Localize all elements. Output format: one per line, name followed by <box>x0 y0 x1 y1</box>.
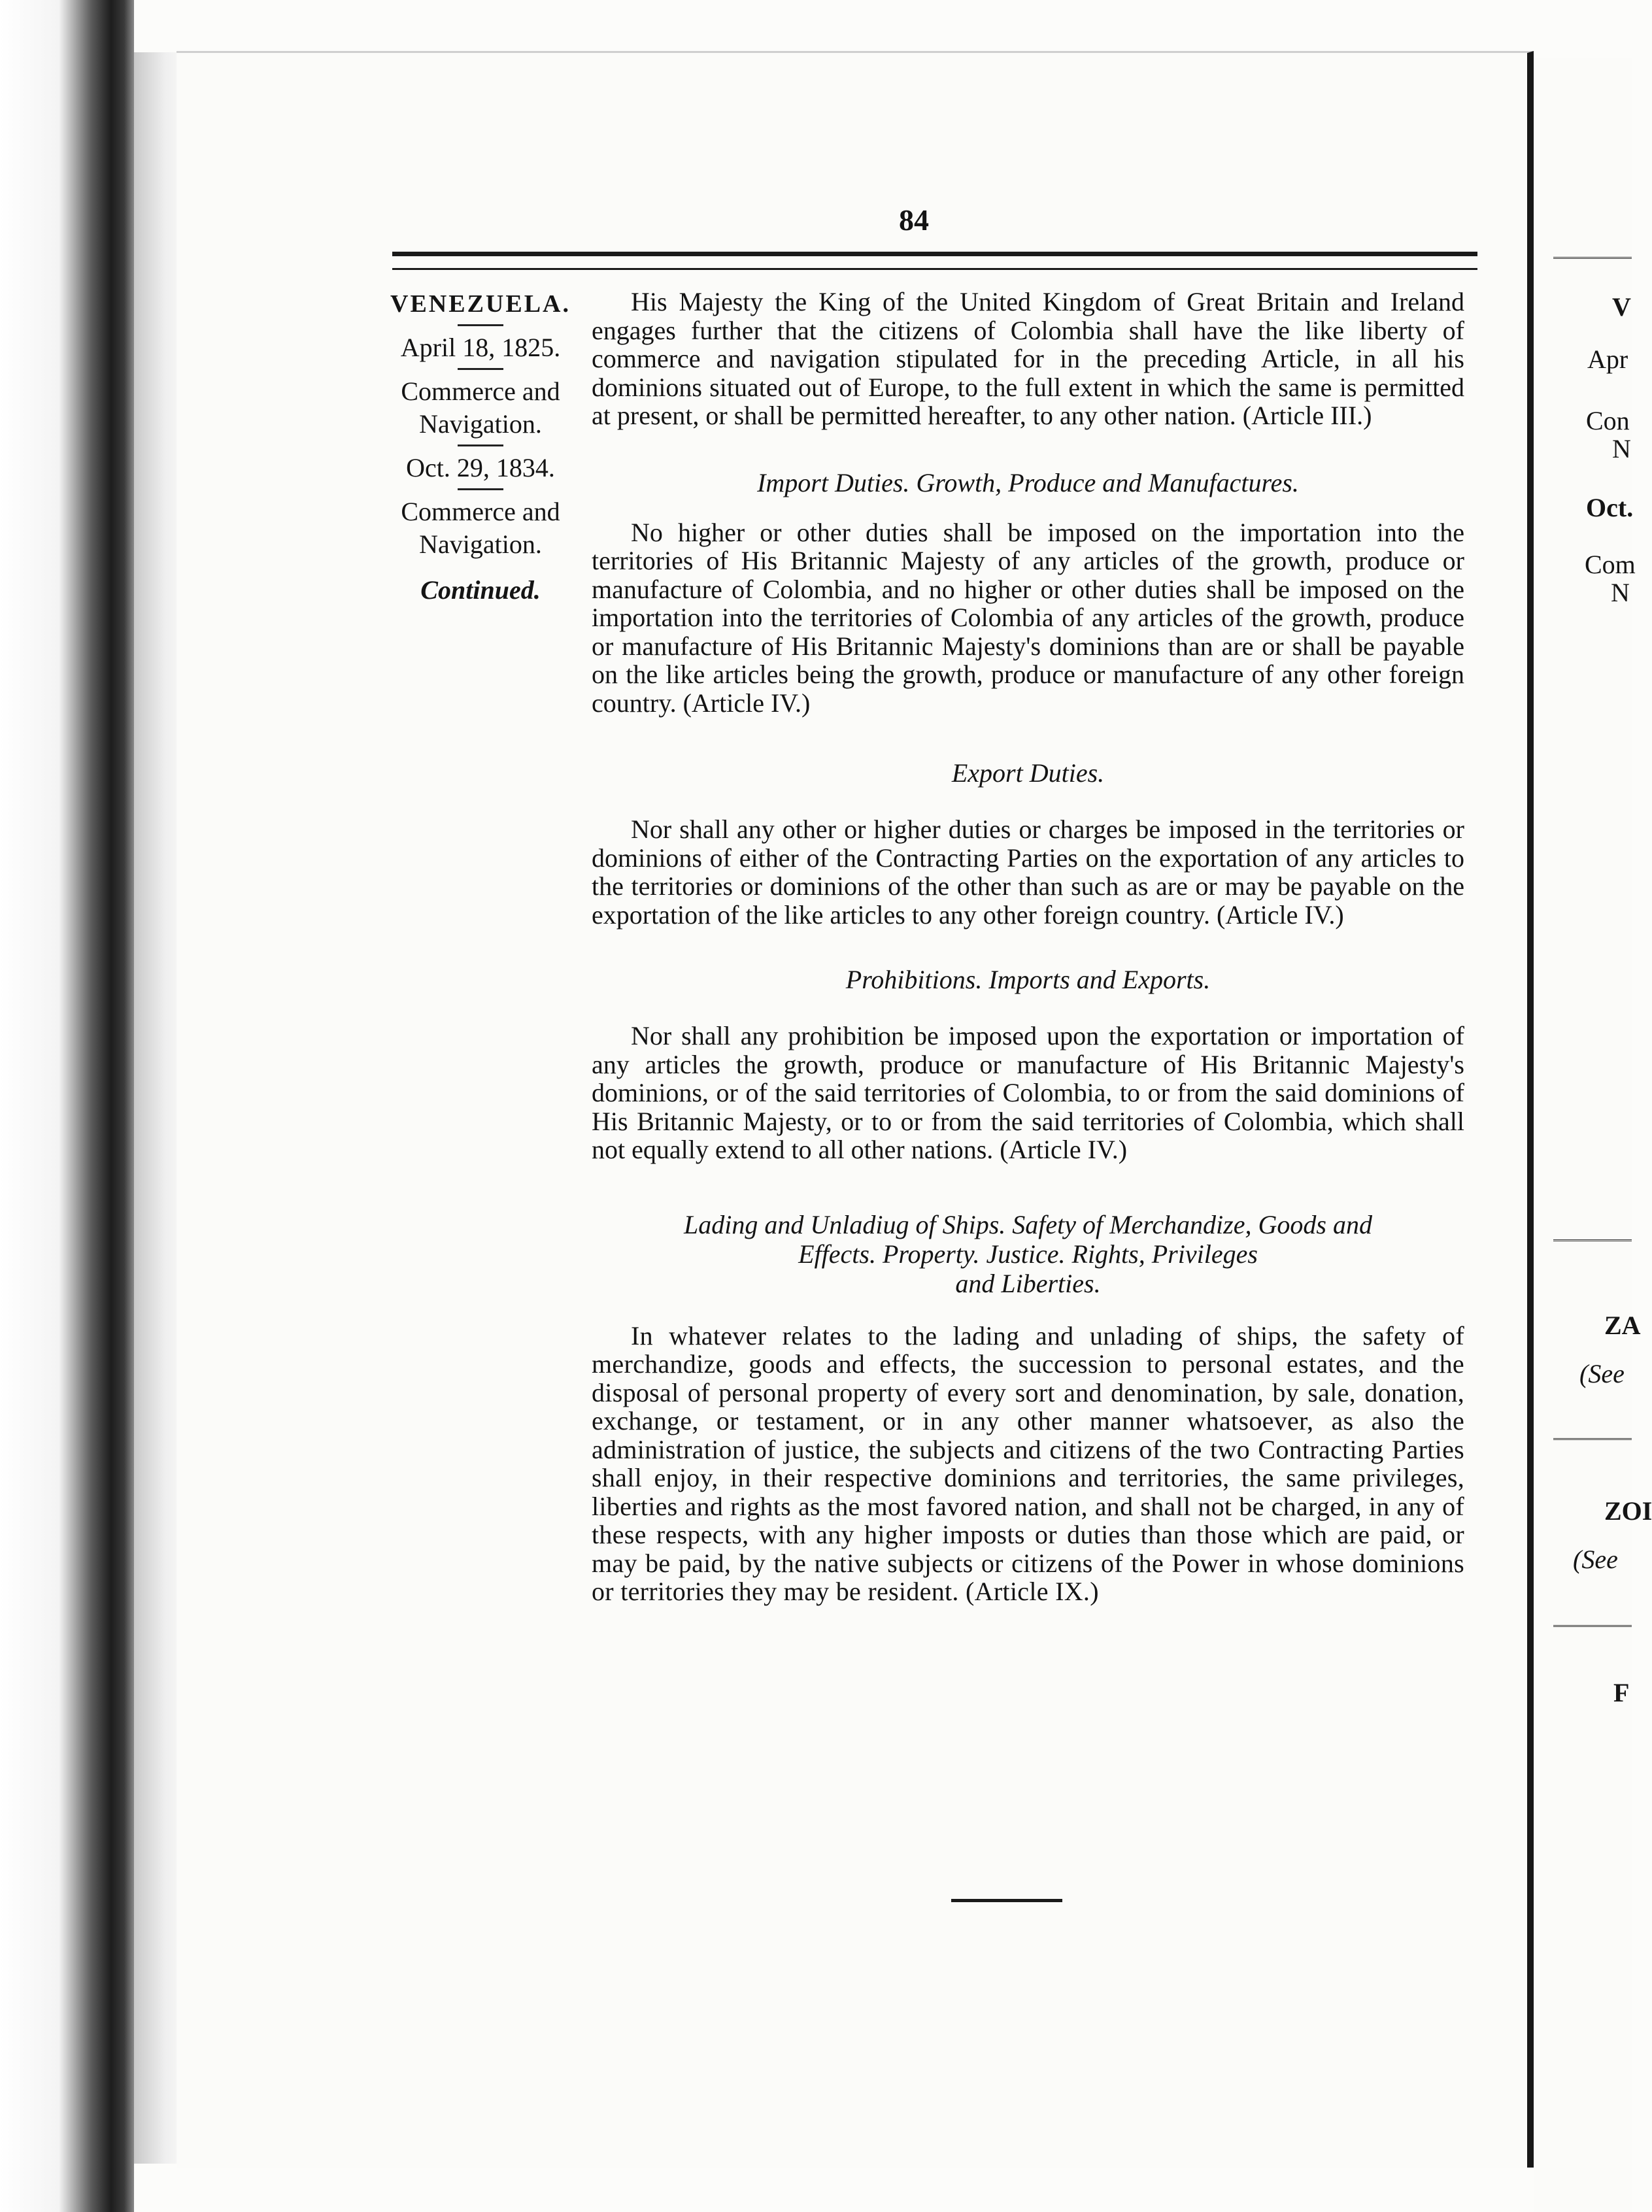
margin-topic-1: Commerce and Navigation. <box>401 377 560 439</box>
margin-topic-2: Commerce and Navigation. <box>401 497 560 559</box>
next-page-fragment: ZOI <box>1604 1496 1652 1526</box>
paragraph-prohibitions: Nor shall any prohibition be imposed upon the exportation or importation of any articles the growth, produce or manufacture of His Britannic Majesty's dominions, or of the said territories of Colombia, to or from the said dominions of His Britannic Majesty, or to or from the said territories of Colombia, which shall not equally extend to all other nations. (Article IV.) <box>592 1021 1464 1164</box>
next-page-rule <box>1553 1239 1632 1245</box>
margin-continued: Continued. <box>420 575 541 605</box>
next-page-fragment: ZA <box>1604 1311 1641 1340</box>
next-page-fragment: (See <box>1573 1545 1618 1574</box>
heading-lading-line-3: and Liberties. <box>955 1268 1101 1298</box>
paragraph-import-duties: No higher or other duties shall be imposed on the importation into the territories of His Britannic Majesty of any articles of the growth, produce or manufacture of Colombia, and no higher or other duties shall be imposed on the importation into the territories of Colombia of any articles of the growth, produce or manufacture of His Britannic Majesty's dominions than are or shall be payable on the like articles being the growth, produce or manufacture of any other foreign country. (Article IV.) <box>592 517 1464 718</box>
heading-lading-line-1: Lading and Unladiug of Ships. Safety of Merchandize, Goods and <box>684 1209 1372 1239</box>
margin-divider <box>458 324 503 326</box>
margin-notes <box>376 288 585 607</box>
next-page-fragment: F <box>1613 1678 1630 1707</box>
next-page-rule <box>1553 1625 1632 1631</box>
margin-date-1: April 18, 1825. <box>400 333 561 362</box>
next-page-fragment: V <box>1612 292 1631 322</box>
header-rule <box>392 252 1477 270</box>
margin-divider <box>458 488 503 490</box>
next-page-fragment: Oct. <box>1586 493 1634 522</box>
next-page-fragment: Con <box>1586 406 1630 435</box>
next-page-fragment: N <box>1611 578 1630 607</box>
book-binding <box>0 0 134 2212</box>
next-page-edge <box>1534 58 1652 2212</box>
next-page-fragment: Apr <box>1587 344 1628 374</box>
section-heading-export-duties: Export Duties. <box>951 758 1105 788</box>
next-page-rule <box>1553 1438 1632 1444</box>
section-heading-prohibitions: Prohibitions. Imports and Exports. <box>845 965 1211 994</box>
section-heading-import-duties: Import Duties. Growth, Produce and Manufactures. <box>757 467 1299 497</box>
page-number: 84 <box>899 203 929 237</box>
paragraph-export-duties: Nor shall any other or higher duties or charges be imposed in the territories or dominions of either of the Contracting Parties on the exportation of any articles to the territories or dominions of the other than such as are or may be payable on the exportation of the like articles to any other foreign country. (Article IV.) <box>592 814 1464 930</box>
treaty-text <box>592 288 1464 1606</box>
next-page-fragment: N <box>1612 434 1631 463</box>
next-page-rule <box>1553 257 1632 263</box>
heading-lading-line-2: Effects. Property. Justice. Rights, Privileges <box>798 1239 1258 1269</box>
paragraph-article-3: His Majesty the King of the United Kingdom of Great Britain and Ireland engages further that the citizens of Colombia shall have the like liberty of commerce and navigation stipulated for in the preceding Article, in all his dominions situated out of Europe, to the full extent in which the same is permitted at present, or shall be permitted hereafter, to any other nation. (Article III.) <box>592 287 1464 430</box>
section-heading-lading <box>592 1210 1464 1298</box>
margin-divider <box>458 368 503 370</box>
next-page-fragment: Com <box>1585 550 1636 579</box>
paragraph-lading: In whatever relates to the lading and unlading of ships, the safety of merchandize, goods and effects, the succession to personal estates, and the disposal of personal property of every sort and denomination, by sale, donation, exchange, or testament, or in any other manner whatsoever, as also the administration of justice, the subjects and citizens of the two Contracting Parties shall enjoy, in their respective dominions and territories, the same privileges, liberties and rights as the most favored nation, and shall not be charged, in any of these respects, with any higher imposts or duties than those which are paid, or may be paid, by the native subjects or citizens of the Power in whose dominions or territories they may be resident. (Article IX.) <box>592 1320 1464 1606</box>
margin-date-2: Oct. 29, 1834. <box>406 453 555 482</box>
margin-country: VENEZUELA. <box>390 290 571 318</box>
next-page-fragment: (See <box>1579 1359 1625 1388</box>
end-rule <box>951 1899 1062 1902</box>
margin-divider <box>458 444 503 446</box>
